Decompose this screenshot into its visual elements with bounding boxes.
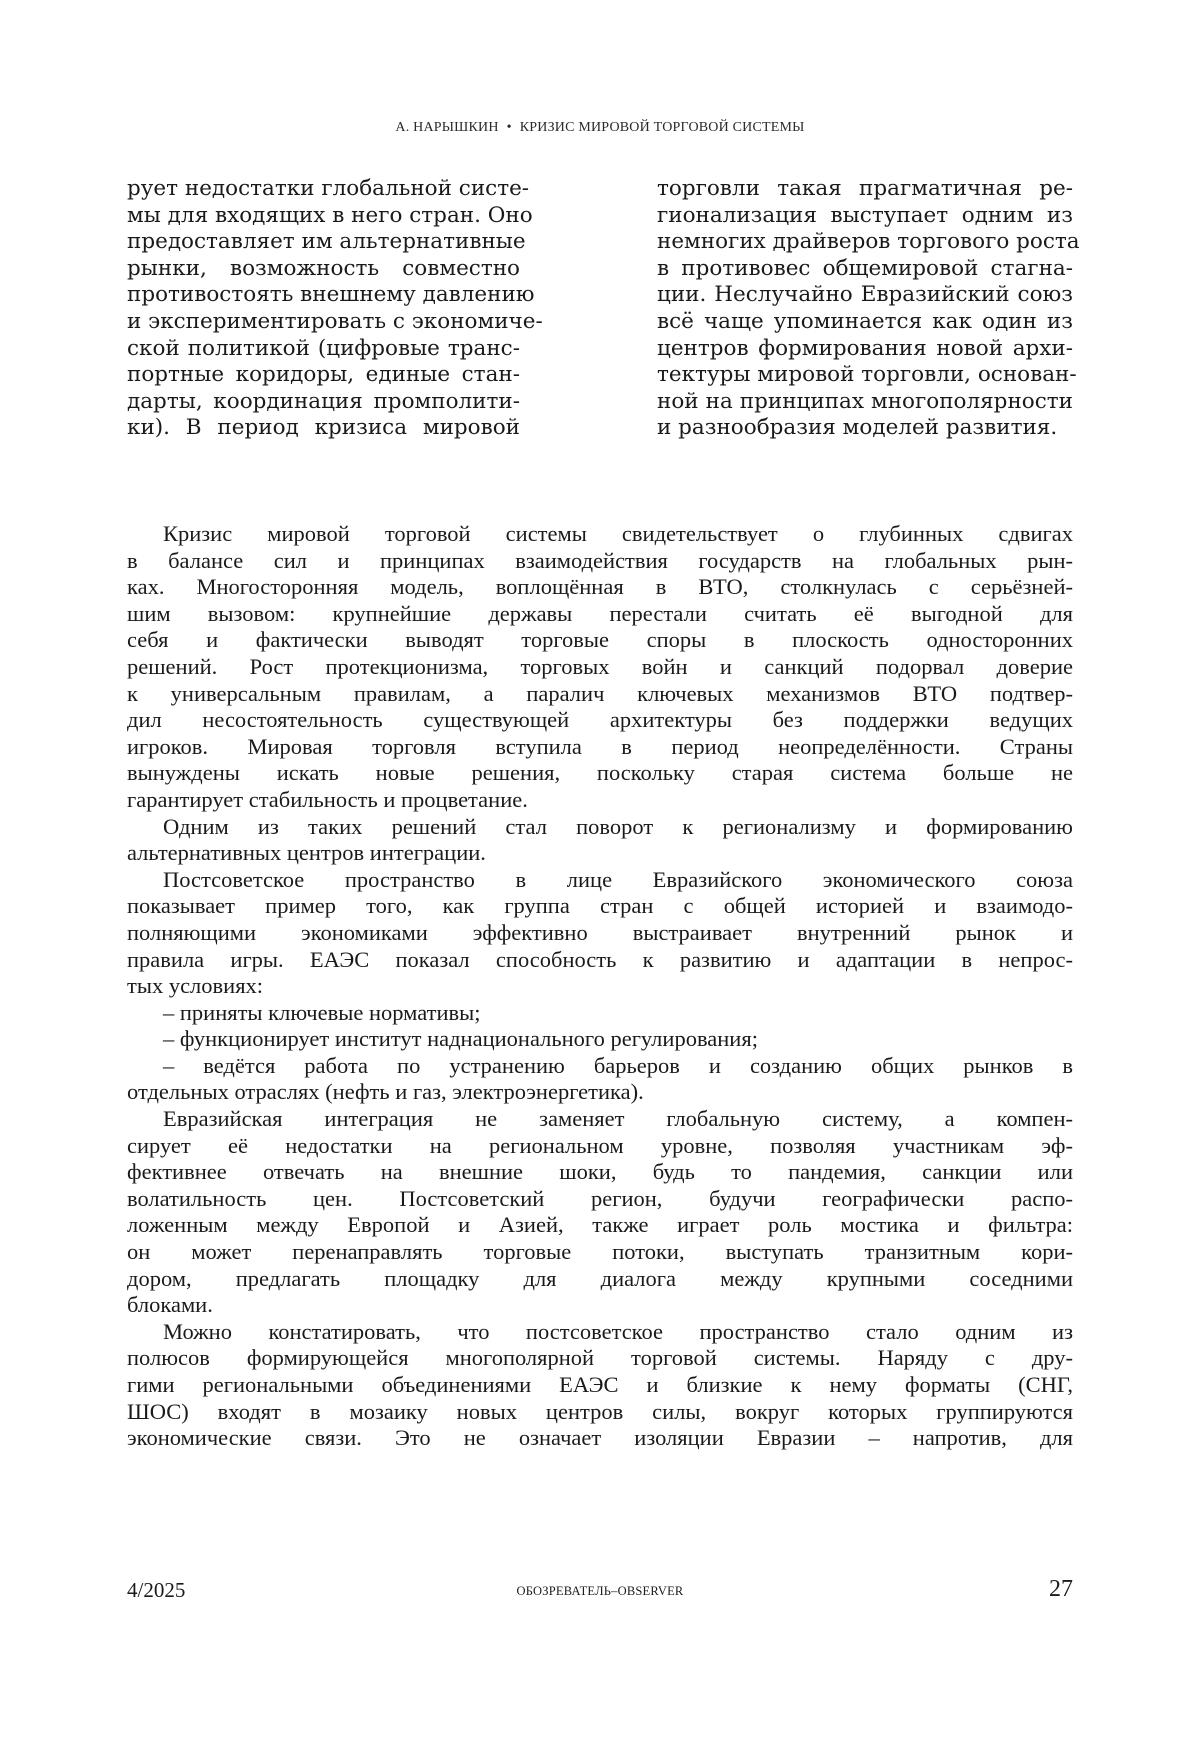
text-line: тектуры мировой торговли, основан-: [657, 362, 1077, 388]
text-line: противостоять внешнему давлению: [127, 282, 535, 308]
text-line: ции. Неслучайно Евразийский союз: [657, 282, 1073, 308]
issue-number: 4/2025: [127, 1578, 186, 1602]
page-footer: [127, 1578, 1073, 1608]
text-line: полюсов формирующейся многополярной торговой системы. Наряду с дру-: [127, 1345, 1073, 1371]
paragraph-regionalism: [127, 814, 1073, 867]
two-column-section: [127, 176, 1080, 442]
text-line: ШОС) входят в мозаику новых центров силы, вокруг которых группируются: [127, 1398, 1073, 1424]
text-line: ской политикой (цифровые транс-: [127, 335, 520, 361]
text-line: дором, предлагать площадку для диалога между крупными соседними: [127, 1265, 1073, 1291]
text-line: гарантирует стабильность и процветание.: [127, 786, 528, 812]
text-line: – функционирует институт наднационального регулирования;: [163, 1026, 758, 1052]
text-line: мы для входящих в него стран. Оно: [127, 202, 533, 228]
text-line: Постсоветское пространство в лице Евразийского экономического союза: [163, 866, 1073, 892]
text-line: фективнее отвечать на внешние шоки, будь то пандемия, санкции или: [127, 1159, 1073, 1185]
text-line: он может перенаправлять торговые потоки, выступать транзитным кори-: [127, 1239, 1073, 1265]
text-line: – приняты ключевые нормативы;: [163, 999, 481, 1025]
main-body: [127, 521, 1073, 1452]
text-line: Одним из таких решений стал поворот к регионализму и формированию: [163, 813, 1073, 839]
text-line: отдельных отраслях (нефть и газ, электроэнергетика).: [127, 1079, 644, 1105]
paragraph-integration: [127, 1106, 1073, 1319]
text-line: гионализация выступает одним из: [657, 202, 1073, 228]
list-item: [127, 1000, 1073, 1027]
text-line: к универсальным правилам, а паралич ключевых механизмов ВТО подтвер-: [127, 680, 1073, 706]
text-line: ной на принципах многополярности: [657, 388, 1073, 414]
text-line: в противовес общемировой стагна-: [657, 255, 1073, 281]
text-line: волатильность цен. Постсоветский регион, будучи географически распо-: [127, 1185, 1073, 1211]
text-line: игроков. Мировая торговля вступила в период неопределённости. Страны: [127, 733, 1073, 759]
text-line: себя и фактически выводят торговые споры в плоскость односторонних: [127, 627, 1073, 653]
bullet-separator: •: [506, 120, 512, 135]
text-line: портные коридоры, единые стан-: [127, 362, 520, 388]
text-line: торговли такая прагматичная ре-: [657, 176, 1073, 201]
text-line: экономические связи. Это не означает изоляции Евразии – напротив, для: [127, 1425, 1073, 1451]
running-head-author: А. НАРЫШКИН: [395, 120, 499, 135]
text-line: немногих драйверов торгового роста: [657, 229, 1080, 255]
text-line: рынки, возможность совместно: [127, 255, 520, 281]
text-line: и экспериментировать с экономиче-: [127, 308, 543, 334]
list-item: [127, 1053, 1073, 1106]
text-line: полняющими экономиками эффективно выстраивает внутренний рынок и: [127, 919, 1073, 945]
text-line: дарты, координация промполити-: [127, 388, 520, 414]
running-head: [0, 120, 1200, 136]
paragraph-conclusion: [127, 1319, 1073, 1452]
running-head-title: КРИЗИС МИРОВОЙ ТОРГОВОЙ СИСТЕМЫ: [519, 120, 805, 135]
text-line: правила игры. ЕАЭС показал способность к развитию и адаптации в непрос-: [127, 946, 1073, 972]
text-line: Кризис мировой торговой системы свидетельствует о глубинных сдвигах: [163, 521, 1073, 546]
paragraph-crisis: [127, 521, 1073, 814]
journal-name: ОБОЗРЕВАТЕЛЬ–OBSERVER: [516, 1584, 684, 1598]
text-line: блоками.: [127, 1292, 213, 1318]
text-line: дил несостоятельность существующей архитектуры без поддержки ведущих: [127, 707, 1073, 733]
text-line: центров формирования новой архи-: [657, 335, 1073, 361]
text-line: тых условиях:: [127, 973, 264, 999]
text-line: Можно констатировать, что постсоветское пространство стало одним из: [163, 1318, 1073, 1344]
text-line: гими региональными объединениями ЕАЭС и близкие к нему форматы (СНГ,: [127, 1372, 1073, 1397]
text-line: Евразийская интеграция не заменяет глобальную систему, а компен-: [163, 1106, 1073, 1132]
text-line: сирует её недостатки на региональном уровне, позволяя участникам эф-: [127, 1132, 1073, 1158]
text-line: альтернативных центров интеграции.: [127, 840, 486, 866]
text-line: ках. Многосторонняя модель, воплощённая в ВТО, столкнулась с серьёзней-: [127, 574, 1073, 600]
text-line: шим вызовом: крупнейшие державы перестали считать её выгодной для: [127, 600, 1073, 626]
right-column: [657, 176, 1080, 442]
text-line: предоставляет им альтернативные: [127, 229, 526, 255]
text-line: в балансе сил и принципах взаимодействия государств на глобальных рын-: [127, 547, 1073, 573]
text-line: и разнообразия моделей развития.: [657, 415, 1058, 441]
page-number: 27: [1049, 1576, 1073, 1602]
text-line: вынуждены искать новые решения, поскольку старая система больше не: [127, 760, 1073, 786]
left-column: [127, 176, 543, 442]
text-line: ки). В период кризиса мировой: [127, 415, 520, 441]
text-line: ложенным между Европой и Азией, также играет роль мостика и фильтра:: [127, 1212, 1073, 1238]
text-line: рует недостатки глобальной систе-: [127, 176, 530, 201]
text-line: – ведётся работа по устранению барьеров и созданию общих рынков в: [163, 1052, 1073, 1078]
text-line: всё чаще упоминается как один из: [657, 308, 1073, 334]
text-line: показывает пример того, как группа стран с общей историей и взаимодо-: [127, 893, 1073, 919]
text-line: решений. Рост протекционизма, торговых войн и санкций подорвал доверие: [127, 653, 1073, 679]
paragraph-eaeu: [127, 867, 1073, 1000]
list-item: [127, 1026, 1073, 1053]
